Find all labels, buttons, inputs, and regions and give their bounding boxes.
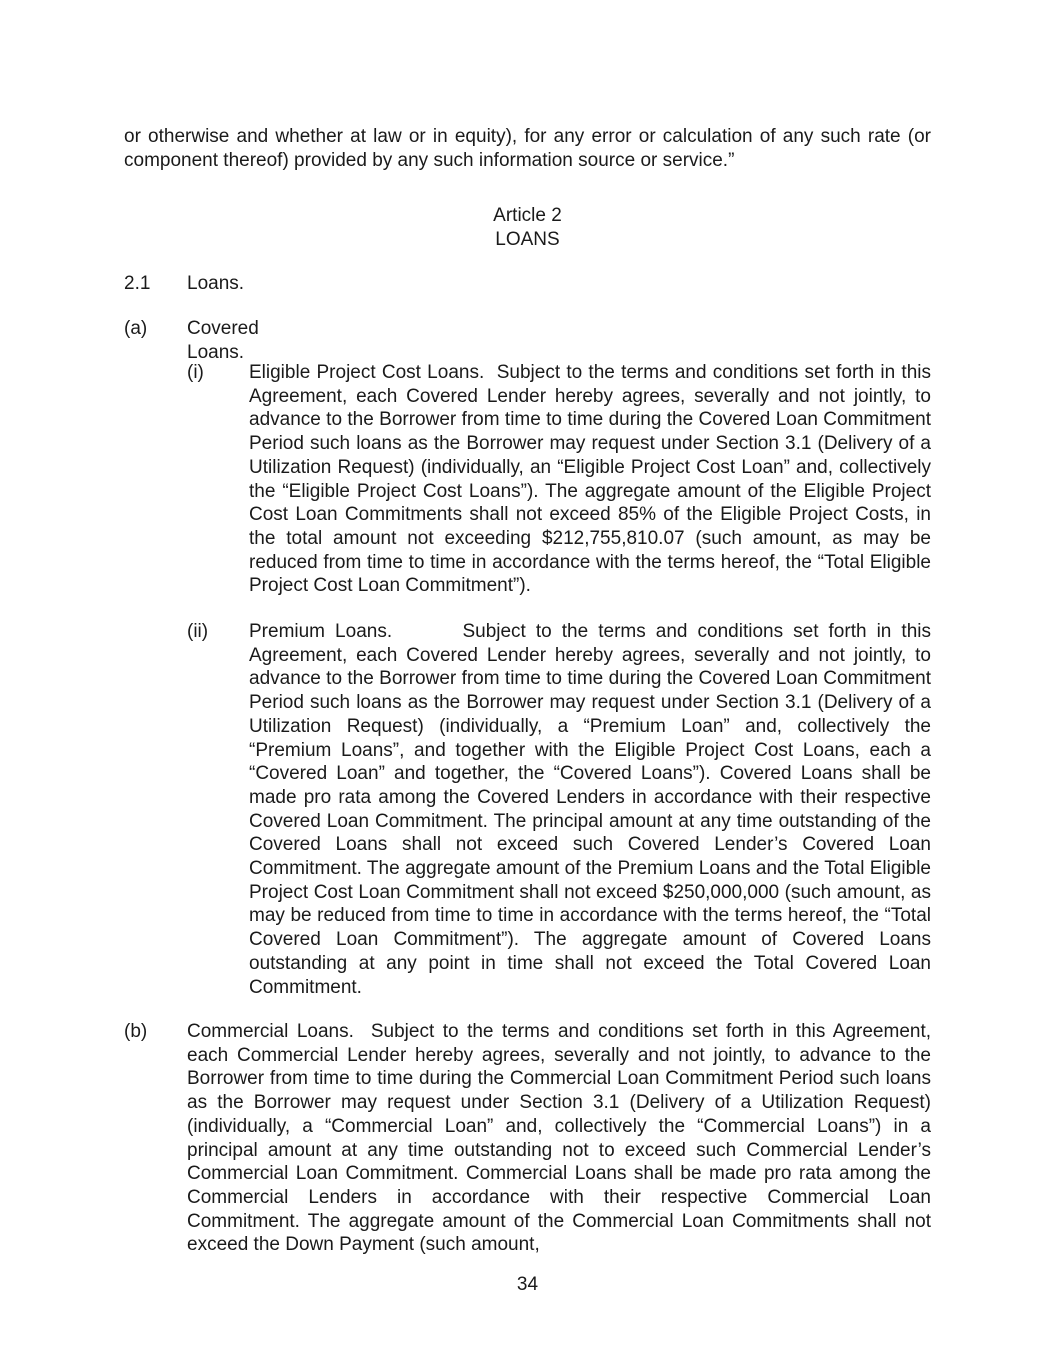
page-number: 34 <box>516 1274 539 1295</box>
section-number: (a) <box>124 318 148 339</box>
section-number: 2.1 <box>124 273 151 294</box>
section-number: (ii) <box>187 621 209 642</box>
section-title: Loans. <box>187 273 245 294</box>
section-text: Subject to the terms and conditions set forth in this Agreement, each Commercial Lender hereby agrees, severally and not jointly, to advance to the Borrower from time to time during the Commercial Loan Commitment Period such loans as the Borrower may request under Section 3.1 (Delivery of a Utilization Request) (individually, a “Commercial Loan” and, collectively the “Commercial Loans”) in a principal amount at any time outstanding not to exceed such Commercial Lender’s Commercial Loan Commitment. Commercial Loans shall be made pro rata among the Commercial Lenders in accordance with their respective Commercial Loan Commitment. The aggregate amount of the Commercial Loan Commitments shall not exceed the Down Payment (such amount, <box>187 1021 932 1256</box>
article-title: LOANS <box>495 229 560 250</box>
section-title: Covered Loans. <box>187 318 259 363</box>
section-paragraph <box>187 1020 931 1257</box>
section-paragraph <box>249 361 931 598</box>
intro-paragraph: or otherwise and whether at law or in equity), for any error or calculation of any such rate (or component thereof) provided by any such information source or service.” <box>124 126 931 171</box>
section-heading: Premium Loans. <box>249 621 393 642</box>
section-heading: Commercial Loans. <box>187 1021 354 1042</box>
section-number: (i) <box>187 362 204 383</box>
section-number: (b) <box>124 1021 148 1042</box>
section-paragraph <box>249 620 931 999</box>
section-text: Subject to the terms and conditions set forth in this Agreement, each Covered Lender hereby agrees, severally and not jointly, to advance to the Borrower from time to time during the Covered Loan Commitment Period such loans as the Borrower may request under Section 3.1 (Delivery of a Utilization Request) (individually, an “Eligible Project Cost Loan” and, collectively the “Eligible Project Cost Loans”). The aggregate amount of the Eligible Project Cost Loan Commitments shall not exceed 85% of the Eligible Project Costs, in the total amount not exceeding $212,755,810.07 (such amount, as may be reduced from time to time in accordance with the terms hereof, the “Total Eligible Project Cost Loan Commitment”). <box>249 362 931 597</box>
article-number: Article 2 <box>493 205 562 226</box>
section-heading: Eligible Project Cost Loans. <box>249 362 485 383</box>
section-text: Subject to the terms and conditions set forth in this Agreement, each Covered Lender hereby agrees, severally and not jointly, to advance to the Borrower from time to time during the Covered Loan Commitment Period such loans as the Borrower may request under Section 3.1 (Delivery of a Utilization Request) (individually, a “Premium Loan” and, collectively the “Premium Loans”, and together with the Eligible Project Cost Loans, each a “Covered Loan” and together, the “Covered Loans”). Covered Loans shall be made pro rata among the Covered Lenders in accordance with their respective Covered Loan Commitment. The principal amount at any time outstanding of the Covered Loans shall not exceed such Covered Lender’s Covered Loan Commitment. The aggregate amount of the Premium Loans and the Total Eligible Project Cost Loan Commitment shall not exceed $250,000,000 (such amount, as may be reduced from time to time in accordance with the terms hereof, the “Total Covered Loan Commitment”). The aggregate amount of Covered Loans outstanding at any point in time shall not exceed the Total Covered Loan Commitment. <box>249 621 931 998</box>
